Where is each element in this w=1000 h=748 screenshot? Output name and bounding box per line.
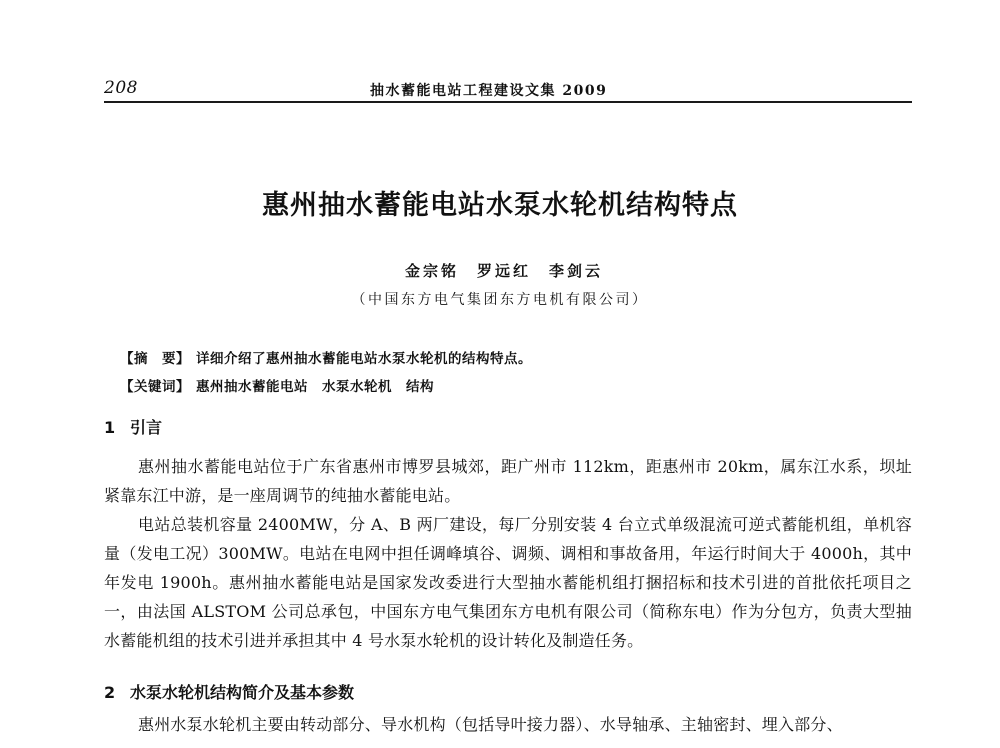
- page-number: 208: [104, 78, 138, 98]
- section-title: 水泵水轮机结构简介及基本参数: [130, 683, 355, 702]
- abstract-text: 详细介绍了惠州抽水蓄能电站水泵水轮机的结构特点。: [196, 351, 532, 367]
- section-heading-introduction: [104, 415, 162, 438]
- running-header-title: 抽水蓄能电站工程建设文集 2009: [370, 83, 608, 99]
- author-list: 金宗铭 罗远红 李剑云: [405, 262, 604, 280]
- keywords-label: 【关键词】: [120, 379, 190, 395]
- keywords-text: 惠州抽水蓄能电站 水泵水轮机 结构: [196, 379, 434, 395]
- author-affiliation: （中国东方电气集团东方电机有限公司）: [351, 292, 649, 308]
- section-number: 2: [104, 683, 116, 702]
- body-paragraph: 惠州抽水蓄能电站位于广东省惠州市博罗县城郊，距广州市 112km，距惠州市 20km，属东江水系，坝址紧靠东江中游，是一座周调节的纯抽水蓄能电站。: [104, 457, 912, 505]
- section-heading-structure-parameters: [104, 680, 354, 703]
- body-paragraph: 惠州水泵水轮机主要由转动部分、导水机构（包括导叶接力器）、水导轴承、主轴密封、埋入部分、: [138, 715, 843, 734]
- abstract: [120, 347, 532, 367]
- keywords: [120, 375, 434, 395]
- abstract-label: 【摘 要】: [120, 351, 190, 367]
- article-title: 惠州抽水蓄能电站水泵水轮机结构特点: [262, 190, 738, 221]
- section-number: 1: [104, 418, 116, 437]
- section-title: 引言: [130, 418, 163, 437]
- header-divider: [104, 101, 912, 103]
- body-paragraph: 电站总装机容量 2400MW，分 A、B 两厂建设，每厂分别安装 4 台立式单级混流可逆式蓄能机组，单机容量（发电工况）300MW。电站在电网中担任调峰填谷、调频、调相和事故备用，年运行时间大于 4000h，其中年发电 1900h。惠州抽水蓄能电站是国家发改委进行大型抽水蓄能机组打捆招标和技术引进的首批依托项目之一，由法国 ALSTOM 公司总承包，中国东方电气集团东方电机有限公司（简称东电）作为分包方，负责大型抽水蓄能机组的技术引进并承担其中 4 号水泵水轮机的设计转化及制造任务。: [104, 515, 912, 650]
